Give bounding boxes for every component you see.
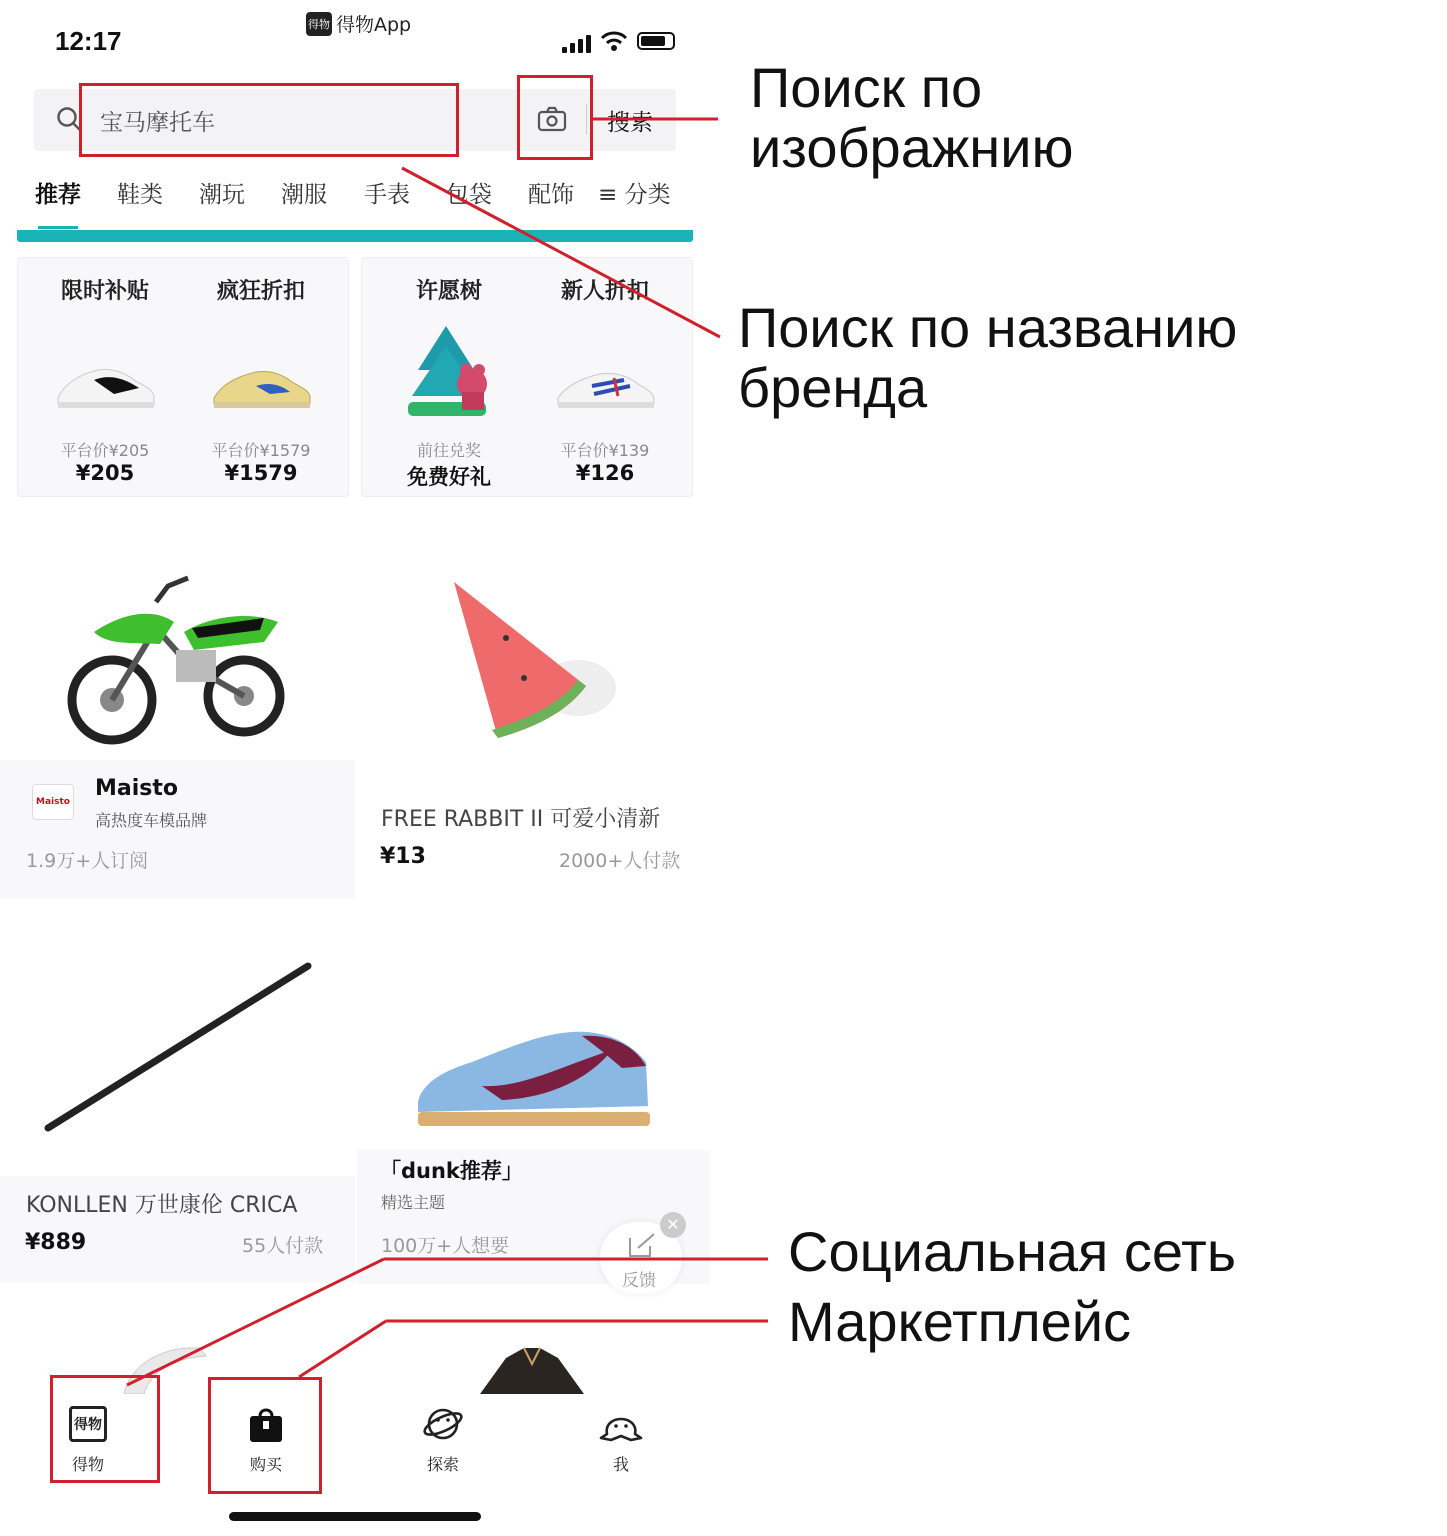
- topic-title[interactable]: 「dunk推荐」: [380, 1159, 523, 1183]
- promo-platform-price: 平台价¥1579: [211, 441, 311, 460]
- app-logo-icon: 得物: [306, 12, 332, 36]
- social-annotation: Социальная сеть: [788, 1220, 1236, 1283]
- wish-tree-image: [402, 322, 498, 422]
- nav-label: 购买: [249, 1455, 282, 1474]
- marketplace-highlight: [208, 1377, 322, 1494]
- brand-search-highlight: [79, 83, 459, 157]
- product-title[interactable]: KONLLEN 万世康伦 CRICA: [26, 1193, 298, 1218]
- product-title[interactable]: FREE RABBIT II 可爱小清新: [381, 807, 661, 832]
- promo-platform-price: 平台价¥205: [60, 441, 150, 460]
- product-sales: 55人付款: [242, 1235, 324, 1257]
- tab-watches[interactable]: 手表: [364, 182, 410, 208]
- brand-description: 高热度车模品牌: [95, 811, 208, 830]
- nav-label: 探索: [426, 1455, 459, 1474]
- tab-categories-label: 分类: [624, 182, 671, 208]
- planet-icon: [422, 1404, 464, 1444]
- tab-recommend[interactable]: 推荐: [35, 182, 81, 208]
- search-button[interactable]: 搜索: [607, 110, 653, 136]
- promo-title: 限时补贴: [60, 279, 149, 304]
- promo-card-right[interactable]: [361, 257, 693, 497]
- home-indicator: [229, 1512, 481, 1521]
- sneaker-image: [554, 366, 658, 414]
- tab-categories[interactable]: [598, 176, 671, 209]
- promo-price: ¥205: [75, 461, 135, 485]
- tab-bags[interactable]: 包袋: [446, 182, 492, 208]
- sneaker-image: [210, 362, 314, 414]
- jacket-image[interactable]: [476, 1344, 588, 1394]
- dunk-sneaker-image[interactable]: [412, 1026, 654, 1136]
- social-highlight: [50, 1375, 160, 1483]
- edit-icon: [626, 1232, 656, 1258]
- brand-followers: 1.9万+人订阅: [26, 850, 149, 872]
- feedback-label: 反馈: [622, 1271, 656, 1291]
- tab-shoes[interactable]: 鞋类: [117, 182, 163, 208]
- product-price: ¥889: [25, 1230, 87, 1255]
- promo-reward: 免费好礼: [407, 465, 491, 489]
- phone-screen: [0, 0, 712, 1536]
- promo-subtitle: 前往兑奖: [416, 441, 481, 460]
- promo-card-left[interactable]: [17, 257, 349, 497]
- topic-wants: 100万+人想要: [381, 1235, 510, 1257]
- promo-title: 疯狂折扣: [216, 279, 305, 304]
- brand-logo[interactable]: [32, 784, 74, 820]
- image-search-highlight: [517, 75, 593, 160]
- promo-price: ¥1579: [224, 461, 298, 485]
- product-price: ¥13: [380, 844, 426, 869]
- search-input[interactable]: 宝马摩托车: [100, 110, 215, 136]
- cellular-signal-icon: [562, 35, 591, 53]
- app-name: 得物App: [336, 14, 412, 36]
- status-time: 12:17: [55, 26, 122, 56]
- category-tabs: [0, 176, 712, 216]
- tab-accessories[interactable]: 配饰: [528, 182, 574, 208]
- battery-icon: [637, 32, 675, 50]
- banner-strip: [17, 230, 693, 242]
- active-tab-indicator: [38, 226, 78, 229]
- tab-clothing[interactable]: 潮服: [281, 182, 327, 208]
- tab-toys[interactable]: 潮玩: [199, 182, 245, 208]
- motorcycle-image[interactable]: [64, 572, 288, 752]
- image-search-annotation: [750, 58, 1074, 179]
- brand-search-annotation-text: Поиск по названию бренда: [738, 296, 1238, 420]
- dewu-logo-icon: 得物: [69, 1406, 107, 1442]
- image-search-annotation-text: Поиск по изображнию: [750, 56, 1074, 180]
- close-icon[interactable]: ✕: [660, 1212, 686, 1238]
- promo-platform-price: 平台价¥139: [560, 441, 650, 460]
- app-badge: [306, 10, 411, 37]
- watermelon-image[interactable]: [446, 578, 622, 746]
- nav-label: 我: [612, 1455, 629, 1474]
- brand-name[interactable]: Maisto: [95, 776, 179, 801]
- promo-price: ¥126: [575, 461, 635, 485]
- brand-logo-text: Maisto: [36, 797, 70, 807]
- topic-subtitle: 精选主题: [381, 1193, 446, 1212]
- marketplace-annotation: Маркетплейс: [788, 1290, 1132, 1353]
- nav-label: 得物: [71, 1455, 104, 1474]
- profile-ghost-icon: [595, 1404, 647, 1444]
- promo-title: 新人折扣: [560, 279, 649, 304]
- brand-search-annotation: [738, 298, 1237, 419]
- promo-title: 许愿树: [415, 279, 482, 304]
- cricket-bat-image[interactable]: [40, 960, 316, 1136]
- product-sales: 2000+人付款: [559, 850, 681, 872]
- sneaker-image: [54, 358, 158, 414]
- wifi-icon: [600, 30, 628, 52]
- menu-icon: ≡: [598, 182, 625, 208]
